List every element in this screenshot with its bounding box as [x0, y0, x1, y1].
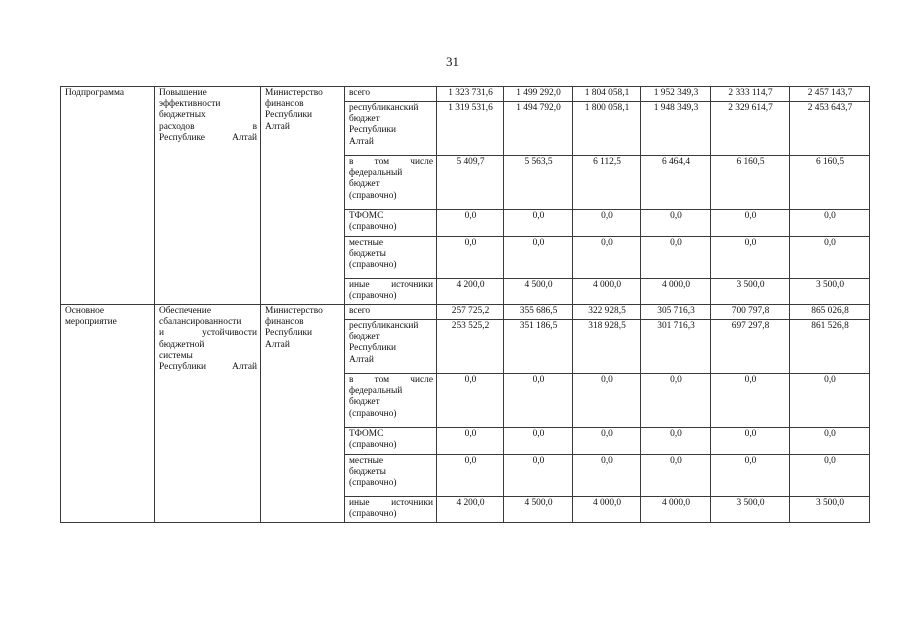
measure-type-cell-line: Подпрограмма: [65, 88, 125, 98]
measure-name-cell-line: бюджетной: [159, 339, 205, 350]
funding-source-cell: [345, 305, 437, 320]
page-number: 31: [446, 54, 459, 69]
value-cell: 2 457 143,7: [790, 87, 870, 102]
value-cell: 1 804 058,1: [573, 87, 641, 102]
executor-cell-line: Республики: [265, 110, 313, 121]
funding-source-cell: [345, 279, 437, 305]
funding-source-cell: [345, 320, 437, 374]
funding-source-cell: [345, 497, 437, 523]
value-cell: 1 494 792,0: [504, 102, 573, 156]
value-cell: 3 500,0: [711, 279, 790, 305]
value-cell: 355 686,5: [504, 305, 573, 320]
funding-source-line: (справочно): [349, 478, 397, 489]
table-row: [61, 87, 870, 102]
value-cell: 5 409,7: [437, 156, 504, 210]
value-cell: 253 525,2: [437, 320, 504, 374]
funding-source-line: ТФОМС: [349, 429, 384, 439]
funding-source-line: в том числе: [349, 375, 433, 385]
value-cell: 3 500,0: [790, 497, 870, 523]
value-cell: 0,0: [711, 428, 790, 455]
funding-source-cell: [345, 102, 437, 156]
value-cell: 1 948 349,3: [641, 102, 711, 156]
value-cell: 0,0: [504, 428, 573, 455]
value-cell: 1 323 731,6: [437, 87, 504, 102]
funding-source-cell: [345, 237, 437, 279]
table-row: [61, 305, 870, 320]
funding-source-line: местные: [349, 238, 384, 248]
value-cell: 0,0: [711, 210, 790, 237]
value-cell: 257 725,2: [437, 305, 504, 320]
funding-source-line: (справочно): [349, 222, 397, 233]
value-cell: 0,0: [573, 455, 641, 497]
value-cell: 4 000,0: [573, 497, 641, 523]
executor-cell-line: финансов: [265, 317, 304, 328]
funding-source-line: бюджеты: [349, 467, 386, 478]
measure-name-cell-line: Республики Алтай: [159, 362, 257, 373]
value-cell: 6 112,5: [573, 156, 641, 210]
value-cell: 2 333 114,7: [711, 87, 790, 102]
value-cell: 351 186,5: [504, 320, 573, 374]
funding-source-line: бюджет: [349, 332, 380, 343]
funding-source-cell: [345, 87, 437, 102]
funding-source-line: в том числе: [349, 157, 433, 167]
budget-table-body: [61, 87, 870, 523]
funding-source-line: республиканский: [349, 103, 419, 113]
measure-name-cell-line: бюджетных: [159, 110, 206, 121]
funding-source-cell: [345, 428, 437, 455]
value-cell: 3 500,0: [711, 497, 790, 523]
value-cell: 6 160,5: [790, 156, 870, 210]
value-cell: 0,0: [641, 428, 711, 455]
funding-source-line: (справочно): [349, 260, 397, 271]
value-cell: 4 200,0: [437, 279, 504, 305]
value-cell: 0,0: [790, 455, 870, 497]
measure-name-cell-line: и устойчивости: [159, 328, 257, 339]
funding-source-line: местные: [349, 456, 384, 466]
value-cell: 1 499 292,0: [504, 87, 573, 102]
value-cell: 4 000,0: [573, 279, 641, 305]
value-cell: 301 716,3: [641, 320, 711, 374]
executor-cell-line: Республики: [265, 328, 313, 339]
value-cell: 0,0: [437, 428, 504, 455]
budget-table: [60, 86, 870, 523]
measure-name-cell-line: сбалансированности: [159, 317, 242, 328]
value-cell: 0,0: [790, 428, 870, 455]
executor-cell-line: финансов: [265, 99, 304, 110]
funding-source-line: федеральный: [349, 386, 403, 397]
value-cell: 0,0: [790, 237, 870, 279]
funding-source-line: федеральный: [349, 168, 403, 179]
value-cell: 0,0: [573, 428, 641, 455]
funding-source-cell: [345, 374, 437, 428]
measure-name-cell-line: системы: [159, 350, 193, 361]
value-cell: 0,0: [504, 374, 573, 428]
value-cell: 0,0: [437, 237, 504, 279]
value-cell: 4 500,0: [504, 279, 573, 305]
funding-source-line: иные источники: [349, 498, 433, 508]
executor-cell-line: Алтай: [265, 339, 290, 350]
funding-source-line: (справочно): [349, 291, 397, 302]
funding-source-line: (справочно): [349, 408, 397, 419]
funding-source-line: Алтай: [349, 354, 374, 365]
executor-cell-line: Министерство: [265, 88, 323, 98]
executor-cell: [261, 87, 345, 305]
value-cell: 0,0: [790, 210, 870, 237]
funding-source-line: Республики: [349, 125, 397, 136]
value-cell: 0,0: [711, 374, 790, 428]
funding-source-cell: [345, 156, 437, 210]
value-cell: 700 797,8: [711, 305, 790, 320]
measure-name-cell-line: эффективности: [159, 99, 221, 110]
value-cell: 1 952 349,3: [641, 87, 711, 102]
value-cell: 0,0: [641, 455, 711, 497]
funding-source-line: бюджет: [349, 114, 380, 125]
measure-name-cell: [155, 87, 261, 305]
value-cell: 1 800 058,1: [573, 102, 641, 156]
value-cell: 6 464,4: [641, 156, 711, 210]
executor-cell-line: Министерство: [265, 306, 323, 316]
value-cell: 4 200,0: [437, 497, 504, 523]
value-cell: 6 160,5: [711, 156, 790, 210]
value-cell: 4 500,0: [504, 497, 573, 523]
value-cell: 305 716,3: [641, 305, 711, 320]
value-cell: 861 526,8: [790, 320, 870, 374]
value-cell: 0,0: [504, 455, 573, 497]
measure-name-cell-line: Республике Алтай: [159, 132, 257, 143]
funding-source-line: Республики: [349, 343, 397, 354]
funding-source-line: (справочно): [349, 440, 397, 451]
funding-source-line: Алтай: [349, 136, 374, 147]
value-cell: 0,0: [437, 455, 504, 497]
measure-type-cell: [61, 87, 155, 305]
funding-source-cell: [345, 210, 437, 237]
funding-source-line: бюджеты: [349, 249, 386, 260]
value-cell: 0,0: [573, 210, 641, 237]
value-cell: 0,0: [437, 210, 504, 237]
value-cell: 697 297,8: [711, 320, 790, 374]
funding-source-line: ТФОМС: [349, 211, 384, 221]
value-cell: 0,0: [790, 374, 870, 428]
funding-source-line: всего: [349, 88, 371, 98]
funding-source-line: всего: [349, 306, 371, 316]
value-cell: 865 026,8: [790, 305, 870, 320]
measure-name-cell-line: Обеспечение: [159, 306, 211, 316]
funding-source-line: (справочно): [349, 509, 397, 520]
value-cell: 1 319 531,6: [437, 102, 504, 156]
value-cell: 4 000,0: [641, 279, 711, 305]
measure-name-cell-line: расходов в: [159, 121, 257, 132]
value-cell: 5 563,5: [504, 156, 573, 210]
funding-source-line: бюджет: [349, 397, 380, 408]
value-cell: 0,0: [573, 237, 641, 279]
value-cell: 3 500,0: [790, 279, 870, 305]
value-cell: 0,0: [573, 374, 641, 428]
measure-type-cell-line: Основное: [65, 306, 105, 316]
executor-cell: [261, 305, 345, 523]
measure-name-cell-line: Повышение: [159, 88, 207, 98]
funding-source-line: (справочно): [349, 190, 397, 201]
funding-source-line: бюджет: [349, 179, 380, 190]
value-cell: 4 000,0: [641, 497, 711, 523]
funding-source-cell: [345, 455, 437, 497]
funding-source-line: республиканский: [349, 321, 419, 331]
value-cell: 2 453 643,7: [790, 102, 870, 156]
value-cell: 2 329 614,7: [711, 102, 790, 156]
executor-cell-line: Алтай: [265, 121, 290, 132]
value-cell: 0,0: [504, 237, 573, 279]
value-cell: 0,0: [711, 455, 790, 497]
value-cell: 0,0: [711, 237, 790, 279]
value-cell: 0,0: [504, 210, 573, 237]
measure-type-cell-line: мероприятие: [65, 317, 117, 328]
value-cell: 318 928,5: [573, 320, 641, 374]
value-cell: 0,0: [641, 374, 711, 428]
value-cell: 0,0: [641, 210, 711, 237]
measure-name-cell: [155, 305, 261, 523]
value-cell: 0,0: [641, 237, 711, 279]
value-cell: 0,0: [437, 374, 504, 428]
value-cell: 322 928,5: [573, 305, 641, 320]
funding-source-line: иные источники: [349, 280, 433, 290]
measure-type-cell: [61, 305, 155, 523]
